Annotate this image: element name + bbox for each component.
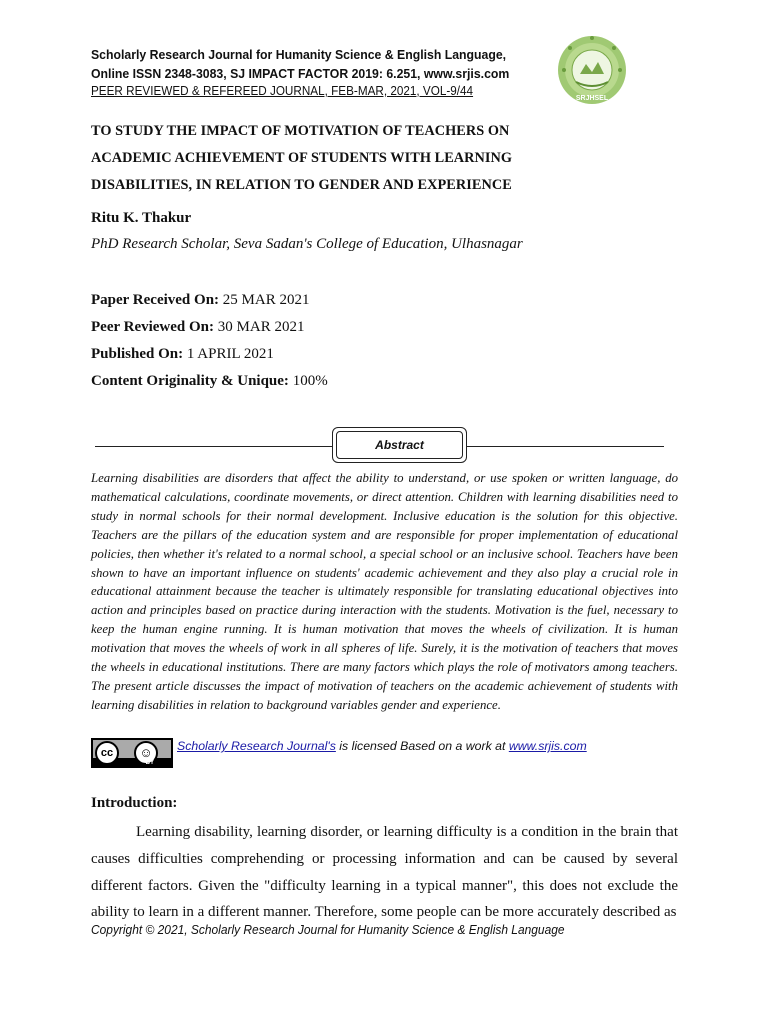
meta-value: 25 MAR 2021 (219, 292, 310, 308)
publication-dates (91, 290, 328, 398)
license-middle-text: is licensed Based on a work at (335, 739, 509, 753)
meta-label: Peer Reviewed On: (91, 319, 215, 335)
svg-text:SRJHSEL: SRJHSEL (575, 95, 609, 102)
attribution-person-icon: ☺ (134, 741, 158, 765)
site-link[interactable]: www.srjis.com (508, 739, 587, 753)
meta-label: Content Originality & Unique: (91, 373, 289, 389)
introduction-text: Learning disability, learning disorder, or learning difficulty is a condition in the brain that causes difficulties comprehending or processing information and can be caused by several different factors. Given the "difficulty learning in a typical manner", this does not exclude the ability to learn in a different manner. Therefore, some people can be more accurately described as (91, 824, 678, 921)
title-line: TO STUDY THE IMPACT OF MOTIVATION OF TEACHERS ON (91, 123, 510, 139)
author-name: Ritu K. Thakur (91, 210, 192, 226)
reviewed-row (91, 317, 328, 344)
journal-volume: PEER REVIEWED & REFEREED JOURNAL, FEB-MAR, 2021, VOL-9/44 (91, 84, 474, 98)
journal-seal-logo (556, 34, 628, 106)
introduction-heading: Introduction: (91, 795, 178, 811)
journal-issn: Online ISSN 2348-3083, SJ IMPACT FACTOR 2019: 6.251, www.srjis.com (91, 66, 510, 81)
published-row (91, 344, 328, 371)
cc-by-license-badge[interactable] (91, 738, 173, 768)
abstract-text: Learning disabilities are disorders that affect the ability to understand, or use spoken or written language, do mathematical calculations, coordinate movements, or direct attention. Children with learning disabilities need to study in normal schools for their normal development. Inclusive education is the solution for this objective. Teachers are the pillars of the education system and are responsible for proper implementation of educational policies, then whether it's related to a normal school, a special school or an inclusive school. Teachers have been shown to have an important influence on students' academic achievement and they also play a crucial role in educational attainment because the teacher is ultimately responsible for translating educational objectives into action and principles based on practice during interaction with the students. Motivation is the fuel, necessary to keep the human engine running. It is human motivation that moves the wheels of civilization. It is human motivation that moves the wheels of work in all spheres of life. Surely, it is the motivation of teachers that moves the wheels in educational institutions. There are many factors which plays the role of motivators among teachers. The present article discusses the impact of motivation of teachers on the academic achievement of students with learning disabilities in relation to background variables gender and experience. (91, 471, 678, 712)
author-affiliation: PhD Research Scholar, Seva Sadan's College of Education, Ulhasnagar (91, 236, 523, 252)
title-line: DISABILITIES, IN RELATION TO GENDER AND EXPERIENCE (91, 177, 512, 193)
copyright-footer: Copyright © 2021, Scholarly Research Journal for Humanity Science & English Language (91, 922, 565, 937)
journal-name: Scholarly Research Journal for Humanity Science & English Language, (91, 47, 507, 62)
abstract-heading: Abstract (336, 431, 463, 459)
abstract-rule-left (95, 446, 332, 447)
originality-row (91, 371, 328, 398)
title-line: ACADEMIC ACHIEVEMENT OF STUDENTS WITH LEARNING (91, 150, 513, 166)
abstract-rule-right (467, 446, 664, 447)
paper-title (91, 118, 691, 199)
cc-icon: cc (95, 741, 119, 765)
meta-label: Paper Received On: (91, 292, 220, 308)
by-label: BY (145, 760, 154, 766)
license-statement (177, 739, 587, 753)
received-row (91, 290, 328, 317)
meta-value: 100% (288, 373, 328, 389)
meta-value: 30 MAR 2021 (214, 319, 305, 335)
meta-value: 1 APRIL 2021 (183, 346, 274, 362)
journal-header (91, 45, 551, 100)
abstract-heading-box (332, 427, 467, 463)
journal-link[interactable]: Scholarly Research Journal's (177, 739, 336, 753)
meta-label: Published On: (91, 346, 184, 362)
